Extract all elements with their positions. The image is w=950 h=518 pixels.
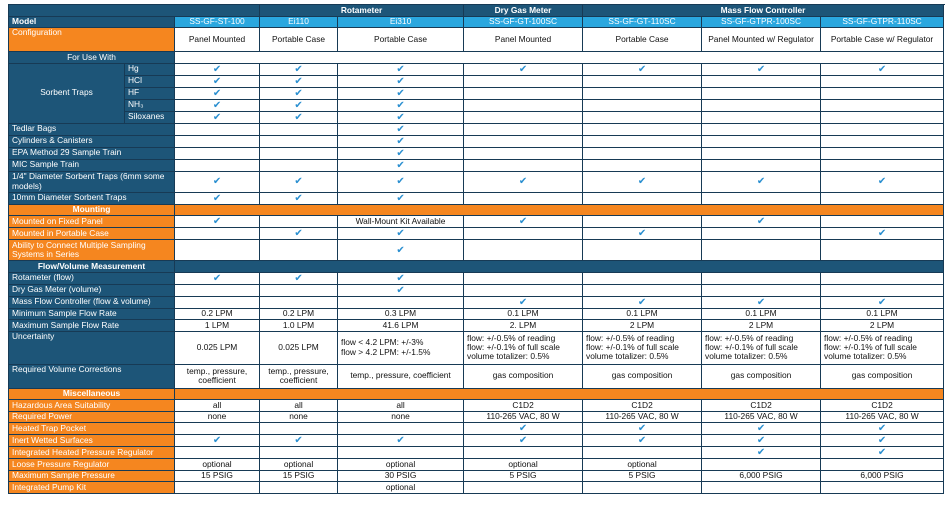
configuration-label: Configuration (9, 28, 175, 52)
checkmark-icon: ✔ (338, 159, 464, 171)
correction-value: temp., pressure, coefficient (260, 364, 338, 388)
checkmark-icon: ✔ (338, 284, 464, 296)
configuration-value: Panel Mounted (464, 28, 583, 52)
model-name: SS-GF-GTPR-100SC (702, 16, 821, 28)
sorbent-item: NH₃ (125, 99, 175, 111)
use-item: Cylinders & Canisters (9, 135, 175, 147)
checkmark-icon: ✔ (702, 447, 821, 459)
checkmark-icon: ✔ (464, 435, 583, 447)
checkmark-icon: ✔ (702, 171, 821, 192)
flow-item: Mass Flow Controller (flow & volume) (9, 296, 175, 308)
misc-item: Integrated Heated Pressure Regulator (9, 447, 175, 459)
misc-value: optional (175, 459, 260, 471)
misc-value: 15 PSIG (175, 470, 260, 482)
section-flow: Flow/Volume Measurement (9, 261, 175, 273)
flow-value: 0.1 LPM (821, 308, 944, 320)
checkmark-icon: ✔ (338, 171, 464, 192)
model-name: Ei310 (338, 16, 464, 28)
flow-value: 0.1 LPM (464, 308, 583, 320)
flow-value: 2 LPM (821, 320, 944, 332)
model-header: Model (9, 16, 175, 28)
checkmark-icon: ✔ (702, 435, 821, 447)
misc-value: 5 PSIG (464, 470, 583, 482)
uncertainty-line: volume totalizer: 0.5% (586, 351, 669, 362)
misc-value: optional (464, 459, 583, 471)
checkmark-icon: ✔ (464, 171, 583, 192)
checkmark-icon: ✔ (583, 296, 702, 308)
misc-value: all (260, 400, 338, 412)
model-name: SS-GF-GT-110SC (583, 16, 702, 28)
flow-item: Maximum Sample Flow Rate (9, 320, 175, 332)
checkmark-icon: ✔ (338, 228, 464, 240)
checkmark-icon: ✔ (175, 216, 260, 228)
model-name: SS-GF-ST-100 (175, 16, 260, 28)
misc-value: optional (338, 459, 464, 471)
correction-value: temp., pressure, coefficient (175, 364, 260, 388)
correction-value: temp., pressure, coefficient (338, 364, 464, 388)
checkmark-icon: ✔ (821, 435, 944, 447)
misc-value: 6,000 PSIG (702, 470, 821, 482)
checkmark-icon: ✔ (175, 272, 260, 284)
sorbent-item: HCl (125, 75, 175, 87)
misc-value: 110-265 VAC, 80 W (821, 411, 944, 423)
flow-item: Required Volume Corrections (9, 364, 175, 388)
checkmark-icon: ✔ (175, 435, 260, 447)
mount-item: Ability to Connect Multiple Sampling Systems in Series (9, 240, 175, 261)
misc-value: 30 PSIG (338, 470, 464, 482)
misc-value: optional (338, 482, 464, 494)
sorbent-traps-label: Sorbent Traps (9, 63, 125, 123)
flow-item: Uncertainty (9, 331, 175, 364)
checkmark-icon: ✔ (338, 99, 464, 111)
checkmark-icon: ✔ (821, 63, 944, 75)
misc-value: all (338, 400, 464, 412)
uncertainty-line: volume totalizer: 0.5% (467, 351, 550, 362)
misc-value: 110-265 VAC, 80 W (464, 411, 583, 423)
checkmark-icon: ✔ (338, 135, 464, 147)
flow-value: 41.6 LPM (338, 320, 464, 332)
misc-item: Hazardous Area Suitability (9, 400, 175, 412)
use-item: EPA Method 29 Sample Train (9, 147, 175, 159)
configuration-value: Panel Mounted (175, 28, 260, 52)
misc-value: 5 PSIG (583, 470, 702, 482)
checkmark-icon: ✔ (821, 423, 944, 435)
checkmark-icon: ✔ (338, 63, 464, 75)
misc-value: C1D2 (583, 400, 702, 412)
checkmark-icon: ✔ (464, 296, 583, 308)
checkmark-icon: ✔ (260, 75, 338, 87)
comparison-table (8, 4, 944, 494)
uncertainty-value: 0.025 LPM (175, 331, 260, 364)
configuration-value: Portable Case (583, 28, 702, 52)
uncertainty-line: flow: +/-0.5% of reading (824, 332, 913, 343)
checkmark-icon: ✔ (260, 228, 338, 240)
model-name: SS-GF-GT-100SC (464, 16, 583, 28)
flow-value: 2 LPM (702, 320, 821, 332)
misc-value: optional (583, 459, 702, 471)
mount-item: Mounted in Portable Case (9, 228, 175, 240)
checkmark-icon: ✔ (583, 171, 702, 192)
uncertainty-line: flow: +/-0.5% of reading (586, 332, 675, 343)
model-name: Ei110 (260, 16, 338, 28)
checkmark-icon: ✔ (338, 147, 464, 159)
checkmark-icon: ✔ (260, 435, 338, 447)
checkmark-icon: ✔ (175, 99, 260, 111)
misc-item: Integrated Pump Kit (9, 482, 175, 494)
uncertainty-value: 0.025 LPM (260, 331, 338, 364)
checkmark-icon: ✔ (583, 435, 702, 447)
checkmark-icon: ✔ (260, 171, 338, 192)
uncertainty-line: flow: +/-0.5% of reading (467, 332, 556, 343)
checkmark-icon: ✔ (260, 192, 338, 204)
checkmark-icon: ✔ (338, 240, 464, 261)
group-rotameter: Rotameter (260, 5, 464, 17)
checkmark-icon: ✔ (260, 272, 338, 284)
configuration-value: Panel Mounted w/ Regulator (702, 28, 821, 52)
use-item: MIC Sample Train (9, 159, 175, 171)
misc-value: none (260, 411, 338, 423)
checkmark-icon: ✔ (175, 171, 260, 192)
checkmark-icon: ✔ (175, 75, 260, 87)
correction-value: gas composition (702, 364, 821, 388)
mount-item: Mounted on Fixed Panel (9, 216, 175, 228)
correction-value: gas composition (464, 364, 583, 388)
use-item: Tedlar Bags (9, 123, 175, 135)
misc-value: C1D2 (702, 400, 821, 412)
uncertainty-line: flow: +/-0.1% of full scale (705, 341, 798, 352)
uncertainty-line: volume totalizer: 0.5% (705, 351, 788, 362)
flow-value: 1.0 LPM (260, 320, 338, 332)
checkmark-icon: ✔ (464, 63, 583, 75)
flow-value: 2. LPM (464, 320, 583, 332)
flow-value: 0.2 LPM (175, 308, 260, 320)
section-for-use-with: For Use With (9, 52, 175, 64)
checkmark-icon: ✔ (338, 75, 464, 87)
checkmark-icon: ✔ (702, 296, 821, 308)
uncertainty-line: volume totalizer: 0.5% (824, 351, 907, 362)
checkmark-icon: ✔ (464, 423, 583, 435)
misc-value: 110-265 VAC, 80 W (702, 411, 821, 423)
sorbent-item: Hg (125, 63, 175, 75)
checkmark-icon: ✔ (338, 111, 464, 123)
checkmark-icon: ✔ (338, 272, 464, 284)
checkmark-icon: ✔ (583, 228, 702, 240)
uncertainty-line: flow < 4.2 LPM: +/-3% (341, 337, 424, 348)
checkmark-icon: ✔ (260, 99, 338, 111)
use-item: 1/4" Diameter Sorbent Traps (6mm some models) (9, 171, 175, 192)
checkmark-icon: ✔ (175, 192, 260, 204)
sorbent-item: Siloxanes (125, 111, 175, 123)
flow-value: 0.1 LPM (583, 308, 702, 320)
misc-value: C1D2 (821, 400, 944, 412)
use-item: 10mm Diameter Sorbent Traps (9, 192, 175, 204)
checkmark-icon: ✔ (175, 111, 260, 123)
checkmark-icon: ✔ (702, 423, 821, 435)
checkmark-icon: ✔ (821, 447, 944, 459)
flow-value: 1 LPM (175, 320, 260, 332)
checkmark-icon: ✔ (702, 216, 821, 228)
checkmark-icon: ✔ (821, 171, 944, 192)
checkmark-icon: ✔ (175, 63, 260, 75)
misc-item: Inert Wetted Surfaces (9, 435, 175, 447)
uncertainty-line: flow: +/-0.5% of reading (705, 332, 794, 343)
flow-value: 2 LPM (583, 320, 702, 332)
model-name: SS-GF-GTPR-110SC (821, 16, 944, 28)
configuration-value: Portable Case w/ Regulator (821, 28, 944, 52)
flow-item: Dry Gas Meter (volume) (9, 284, 175, 296)
uncertainty-line: flow: +/-0.1% of full scale (586, 341, 679, 352)
section-miscellaneous: Miscellaneous (9, 388, 175, 400)
checkmark-icon: ✔ (583, 423, 702, 435)
flow-value: 0.1 LPM (702, 308, 821, 320)
flow-item: Rotameter (flow) (9, 272, 175, 284)
configuration-value: Portable Case (338, 28, 464, 52)
group-mass-flow-controller: Mass Flow Controller (583, 5, 944, 17)
section-mounting: Mounting (9, 204, 175, 216)
uncertainty-line: flow: +/-0.1% of full scale (467, 341, 560, 352)
misc-item: Heated Trap Pocket (9, 423, 175, 435)
misc-value: 15 PSIG (260, 470, 338, 482)
checkmark-icon: ✔ (175, 87, 260, 99)
misc-value: 110-265 VAC, 80 W (583, 411, 702, 423)
checkmark-icon: ✔ (583, 63, 702, 75)
checkmark-icon: ✔ (338, 87, 464, 99)
checkmark-icon: ✔ (702, 63, 821, 75)
misc-value: none (175, 411, 260, 423)
uncertainty-line: flow: +/-0.1% of full scale (824, 341, 917, 352)
correction-value: gas composition (821, 364, 944, 388)
checkmark-icon: ✔ (338, 192, 464, 204)
checkmark-icon: ✔ (464, 216, 583, 228)
uncertainty-line: flow > 4.2 LPM: +/-1.5% (341, 346, 431, 357)
flow-value: 0.3 LPM (338, 308, 464, 320)
misc-value: C1D2 (464, 400, 583, 412)
checkmark-icon: ✔ (821, 228, 944, 240)
group-dry-gas-meter: Dry Gas Meter (464, 5, 583, 17)
checkmark-icon: ✔ (260, 63, 338, 75)
checkmark-icon: ✔ (260, 111, 338, 123)
correction-value: gas composition (583, 364, 702, 388)
misc-value: all (175, 400, 260, 412)
checkmark-icon: ✔ (260, 87, 338, 99)
sorbent-item: HF (125, 87, 175, 99)
misc-value: 6,000 PSIG (821, 470, 944, 482)
wall-mount-note: Wall-Mount Kit Available (338, 216, 464, 228)
misc-item: Loose Pressure Regulator (9, 459, 175, 471)
checkmark-icon: ✔ (821, 296, 944, 308)
misc-item: Maximum Sample Pressure (9, 470, 175, 482)
configuration-value: Portable Case (260, 28, 338, 52)
checkmark-icon: ✔ (338, 435, 464, 447)
flow-value: 0.2 LPM (260, 308, 338, 320)
flow-item: Minimum Sample Flow Rate (9, 308, 175, 320)
misc-value: none (338, 411, 464, 423)
checkmark-icon: ✔ (338, 123, 464, 135)
misc-item: Required Power (9, 411, 175, 423)
misc-value: optional (260, 459, 338, 471)
